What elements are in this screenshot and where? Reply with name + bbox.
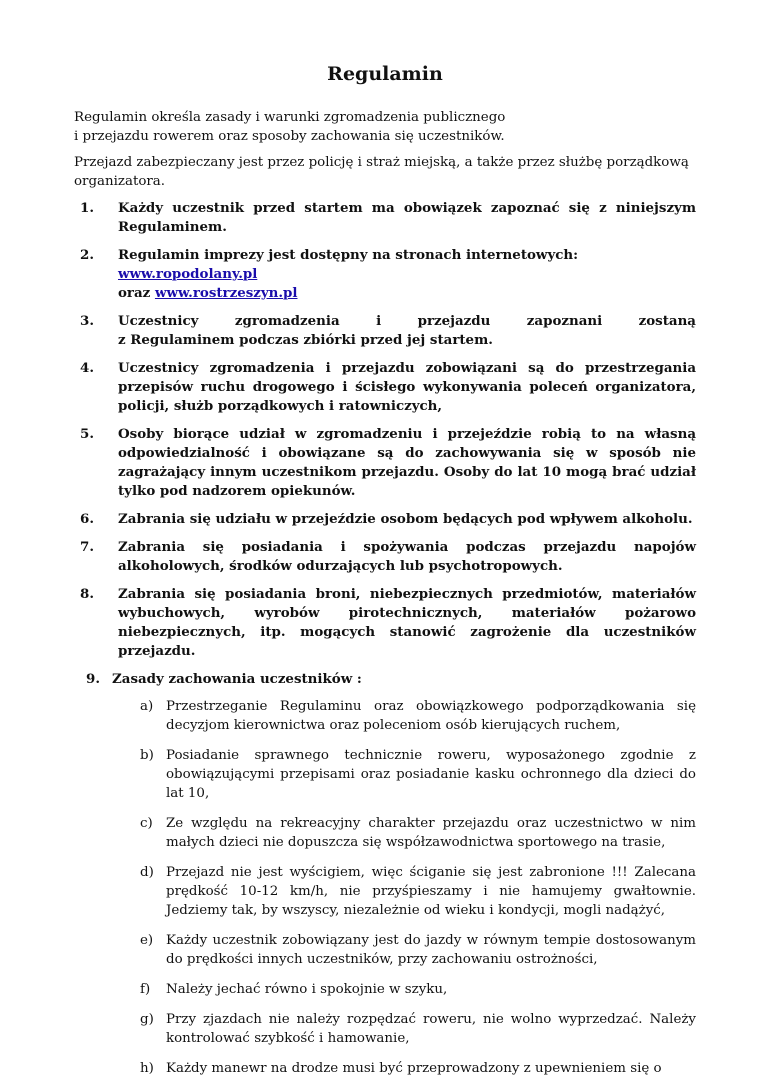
rule-item <box>74 670 696 1078</box>
rule-text: z Regulaminem podczas zbiórki przed jej startem. <box>118 332 493 348</box>
page-title: Regulamin <box>327 63 443 85</box>
intro <box>74 108 696 191</box>
rule-number: 3. <box>80 313 94 329</box>
rule-number: 9. <box>86 671 100 687</box>
conduct-rule-letter: f) <box>140 982 151 997</box>
conduct-rule-letter: g) <box>140 1012 154 1027</box>
rule-number: 2. <box>80 247 94 263</box>
conduct-rule-item <box>140 746 696 803</box>
word: przejazdu <box>417 313 491 329</box>
rule-number: 7. <box>80 539 94 555</box>
conduct-rule-text: Ze względu na rekreacyjny charakter przejazdu oraz uczestnictwo w nim małych dzieci nie dopuszcza się współzawodnictwa sportowego na trasie, <box>166 816 696 850</box>
rule-text: Osoby biorące udział w zgromadzeniu i przejeździe robią to na własną odpowiedzialność i obowiązane są do zachowywania się w sposób nie zagrażający innym uczestnikom przejazdu. Osoby do lat 10 mogą brać udział tylko pod nadzorem opiekunów. <box>118 426 696 499</box>
conduct-rule-letter: h) <box>140 1061 154 1076</box>
word: zapoznani <box>526 313 603 329</box>
rule-item <box>74 359 696 416</box>
website-link-rostrzeszyn[interactable]: www.rostrzeszyn.pl <box>154 285 298 301</box>
conduct-rules-list <box>140 697 696 1078</box>
conduct-rule-letter: d) <box>140 865 154 880</box>
rule-text: Zabrania się posiadania broni, niebezpiecznych przedmiotów, materiałów wybuchowych, wyrobów pirotechnicznych, materiałów pożarowo niebezpiecznych, itp. mogących stanowić zagrożenie dla uczestników przejazdu. <box>118 586 696 659</box>
conduct-rule-text: Przy zjazdach nie należy rozpędzać roweru, nie wolno wyprzedzać. Należy kontrolować szybkość i hamowanie, <box>166 1012 696 1046</box>
rule-item <box>74 246 696 303</box>
intro-paragraph-2: Przejazd zabezpieczany jest przez policję i straż miejską, a także przez służbę porządkową organizatora. <box>74 155 689 189</box>
conduct-rule-letter: e) <box>140 933 154 948</box>
rule-item <box>74 585 696 661</box>
conduct-rule-item <box>140 697 696 735</box>
conduct-rule-letter: b) <box>140 748 154 763</box>
rule-text: Każdy uczestnik przed startem ma obowiązek zapoznać się z niniejszym Regulaminem. <box>118 200 696 235</box>
conduct-rule-item <box>140 814 696 852</box>
rule-item <box>74 538 696 576</box>
rule-item <box>74 312 696 350</box>
conduct-rule-letter: a) <box>140 699 154 714</box>
rule-number: 8. <box>80 586 94 602</box>
rule-number: 6. <box>80 511 94 527</box>
conduct-rule-item <box>140 863 696 920</box>
rule-number: 1. <box>80 200 94 216</box>
rule-text: Zabrania się posiadania i spożywania podczas przejazdu napojów alkoholowych, środków odurzających lub psychotropowych. <box>118 539 696 574</box>
intro-line-1: Regulamin określa zasady i warunki zgromadzenia publicznego <box>74 110 506 125</box>
conduct-rule-item <box>140 1059 696 1078</box>
rule-line-justified <box>118 312 696 331</box>
rule-text: Uczestnicy zgromadzenia i przejazdu zobowiązani są do przestrzegania przepisów ruchu drogowego i ścisłego wykonywania poleceń organizatora, policji, służb porządkowych i ratowniczych, <box>118 360 696 414</box>
website-link-ropodolany[interactable]: www.ropodolany.pl <box>118 266 258 282</box>
rule-number: 5. <box>80 426 94 442</box>
rule-item <box>74 425 696 501</box>
rule-text: Zabrania się udziału w przejeździe osobom będących pod wpływem alkoholu. <box>118 511 693 527</box>
rule-item <box>74 199 696 237</box>
word: Uczestnicy <box>118 313 199 329</box>
rules-list <box>74 199 696 1078</box>
conduct-rule-item <box>140 1010 696 1048</box>
conduct-rule-letter: c) <box>140 816 153 831</box>
word: zostaną <box>638 313 696 329</box>
rule-text: Regulamin imprezy jest dostępny na stronach internetowych: <box>118 247 579 263</box>
word: zgromadzenia <box>234 313 340 329</box>
rule-text: Zasady zachowania uczestników : <box>112 671 362 687</box>
rule-text-mid: oraz <box>118 285 155 301</box>
conduct-rule-text: Przejazd nie jest wyścigiem, więc ściganie się jest zabronione !!! Zalecana prędkość 10-12 km/h, nie przyśpieszamy i nie hamujemy gwałtownie. Jedziemy tak, by wszyscy, niezależnie od wieku i kondycji, mogli nadążyć, <box>166 865 696 918</box>
intro-paragraph-1 <box>74 108 696 146</box>
conduct-rule-text: Należy jechać równo i spokojnie w szyku, <box>166 982 448 997</box>
conduct-rule-text: Każdy manewr na drodze musi być przeprowadzony z upewnieniem się o <box>166 1061 662 1076</box>
rule-number: 4. <box>80 360 94 376</box>
rule-item <box>74 510 696 529</box>
conduct-rule-text: Przestrzeganie Regulaminu oraz obowiązkowego podporządkowania się decyzjom kierownictwa oraz poleceniom osób kierujących ruchem, <box>166 699 696 733</box>
conduct-rule-item <box>140 931 696 969</box>
word: i <box>376 313 382 329</box>
conduct-rule-text: Każdy uczestnik zobowiązany jest do jazdy w równym tempie dostosowanym do prędkości innych uczestników, przy zachowaniu ostrożności, <box>166 933 696 967</box>
conduct-rule-text: Posiadanie sprawnego technicznie roweru, wyposażonego zgodnie z obowiązującymi przepisami oraz posiadanie kasku ochronnego dla dzieci do lat 10, <box>166 748 696 801</box>
conduct-rule-item <box>140 980 696 999</box>
intro-line-2: i przejazdu rowerem oraz sposoby zachowania się uczestników. <box>74 129 505 144</box>
